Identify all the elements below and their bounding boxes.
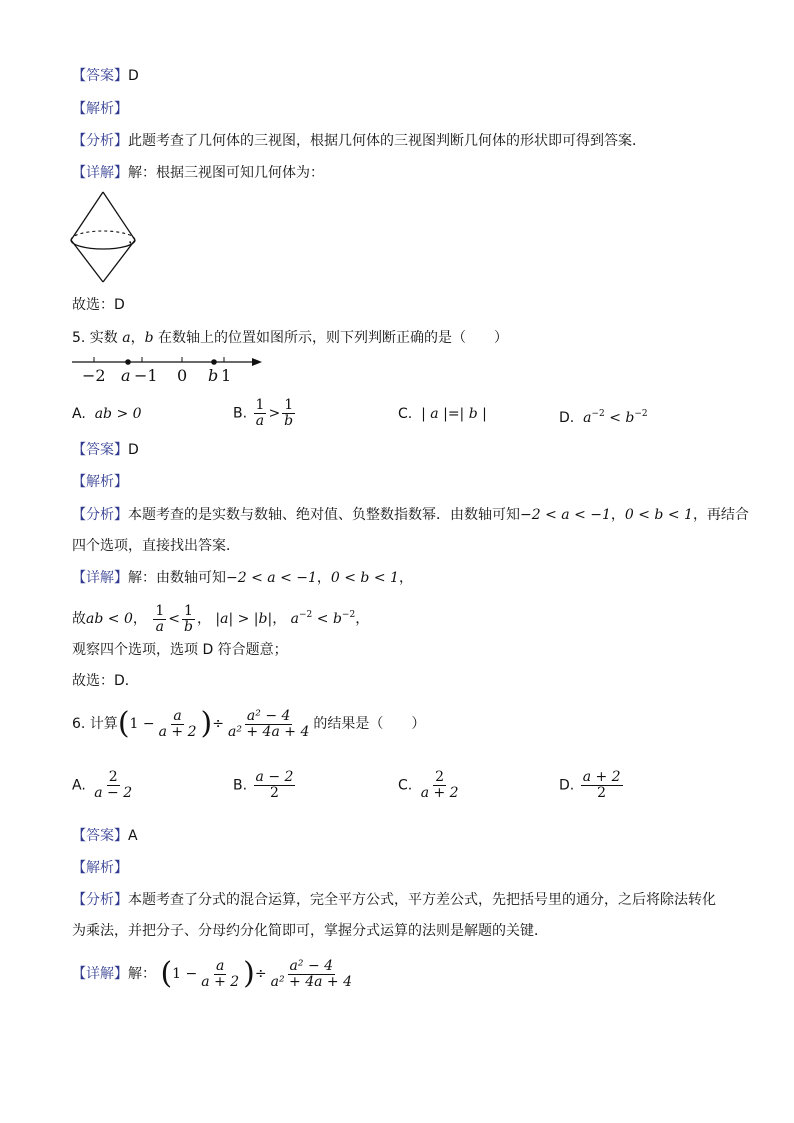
sep: ， — [130, 330, 145, 346]
frac-den: a — [255, 413, 265, 429]
point-a — [125, 359, 131, 365]
var-b: b — [144, 330, 154, 346]
detail-text: 解：根据三视图可知几何体为： — [128, 165, 324, 181]
inequality: 0 < b < 1 — [624, 507, 693, 523]
frac-num: a − 2 — [255, 769, 294, 785]
option-d — [559, 770, 625, 801]
pow-base: a — [583, 410, 592, 426]
option-label: B. — [233, 405, 248, 422]
pow-base: a — [290, 611, 300, 627]
analysis-tag: 【解析】 — [72, 474, 128, 490]
frac-num: 2 — [108, 769, 118, 785]
fenxi-text: 本题考查的是实数与数轴、绝对值、负整数指数幂．由数轴可知 — [128, 507, 520, 523]
stem-suffix: 在数轴上的位置如图所示，则下列判断正确的是（ ） — [158, 330, 509, 346]
option-label: D. — [559, 777, 575, 794]
figure-comma: ， — [128, 231, 142, 247]
pow-base: b — [625, 410, 635, 426]
div-sign: ÷ — [212, 716, 224, 732]
abs-compare: |a| > |b| — [215, 611, 273, 627]
fenxi-text: 本题考查了分式的混合运算，完全平方公式，平方差公式，先把括号里的通分，之后将除法转化 — [128, 892, 716, 908]
frac-den: a + 2 — [420, 785, 459, 801]
sep: ， — [196, 611, 211, 627]
inequality: ab < 0 — [86, 611, 133, 627]
pow-exp: −2 — [591, 409, 605, 419]
derivation-line — [72, 598, 369, 636]
frac-den: b — [183, 618, 193, 635]
option-label: B. — [233, 777, 248, 794]
text: 故 — [72, 611, 86, 627]
frac-den: a² + 4a + 4 — [270, 973, 352, 990]
frac-den: 2 — [270, 785, 279, 801]
option-d — [559, 404, 648, 428]
detail-line: 【详解】解： (1 − $\frac{a}{a + 2}$ )÷ $\frac{\text{a² − 4}}{\text{a² + 4a + 4}}$ — [72, 956, 352, 991]
fenxi-tag: 【分析】 — [72, 892, 128, 908]
option-expr: ab > 0 — [94, 406, 142, 422]
op: < — [168, 611, 180, 627]
analysis-tag: 【解析】 — [72, 860, 128, 876]
option-b — [233, 770, 297, 801]
inequality: −2 < a < −1 — [520, 507, 611, 523]
analysis-line — [72, 131, 646, 151]
option-a — [72, 770, 136, 801]
axis-label-neg2: −2 — [82, 366, 106, 385]
answer-tag: 【答案】 — [72, 68, 128, 84]
frac-num: 1 — [155, 602, 165, 619]
analysis-line — [72, 505, 749, 525]
choice-line — [72, 295, 125, 315]
answer-value: A — [128, 828, 138, 844]
detail-tag: 【详解】 — [72, 966, 128, 982]
stem-suffix: 的结果是（ ） — [313, 716, 426, 732]
question-6-stem: 6. 计算(1 − $\frac{a}{a + 2}$ )÷ $\frac{\text{a² − 4}}{\text{a² + 4a + 4}}$ 的结果是（ ） — [72, 706, 426, 741]
frac-den: b — [284, 413, 294, 429]
answer-value: D — [128, 442, 139, 458]
frac-num: 1 — [284, 397, 294, 413]
sep: ， — [398, 570, 413, 586]
fenxi-text: 四个选项，直接找出答案． — [72, 538, 240, 554]
observe-text: 观察四个选项，选项 D 符合题意； — [72, 642, 288, 658]
fenxi-tag: 【分析】 — [72, 507, 128, 523]
op: > — [268, 405, 281, 422]
axis-label-neg1: −1 — [134, 366, 158, 385]
option-label: C. — [398, 777, 413, 794]
frac-num: 1 — [183, 602, 193, 619]
detail-line — [72, 163, 324, 183]
frac-den: 2 — [597, 785, 607, 801]
answer-tag: 【答案】 — [72, 442, 128, 458]
choice-text: 故选：D． — [72, 673, 139, 689]
frac-num: a — [173, 707, 182, 724]
option-label: A. — [72, 777, 86, 794]
option-b — [233, 398, 297, 429]
fenxi-tag: 【分析】 — [72, 133, 128, 149]
option-label: A. — [72, 406, 86, 422]
detail-text: 解： — [128, 966, 156, 982]
option-c — [398, 770, 463, 801]
frac-den: a + 2 — [158, 723, 197, 740]
stem-prefix: 6. 计算 — [72, 716, 118, 732]
one-minus: 1 − — [129, 716, 155, 732]
answer-value: D — [128, 68, 139, 84]
frac-den: a − 2 — [94, 785, 133, 801]
fenxi-text: 为乘法，并把分子、分母约分化简即可，掌握分式运算的法则是解题的关键． — [72, 923, 548, 939]
choice-line — [72, 671, 139, 691]
sep: ， — [272, 611, 287, 627]
question-5-stem — [72, 328, 508, 348]
detail-line — [72, 568, 413, 588]
axis-label-b: b — [208, 366, 219, 385]
pow-exp: −2 — [634, 409, 648, 419]
pow-exp: −2 — [299, 610, 313, 620]
detail-tag: 【详解】 — [72, 165, 128, 181]
option-expr: | a |=| b | — [421, 406, 487, 422]
inequality: −2 < a < −1 — [226, 570, 317, 586]
analysis-tag: 【解析】 — [72, 101, 128, 117]
frac-den: a² + 4a + 4 — [227, 723, 310, 740]
div-sign: ÷ — [254, 966, 267, 982]
analysis-line-2 — [72, 536, 240, 556]
frac-num: 2 — [435, 769, 445, 785]
frac-num: a² − 4 — [246, 707, 291, 724]
sep: ， — [355, 611, 370, 627]
frac-num: a — [216, 957, 225, 974]
pow-exp: −2 — [341, 610, 356, 620]
sep: ， — [316, 570, 331, 586]
answer-line — [72, 826, 138, 846]
frac-den: a + 2 — [201, 973, 240, 990]
analysis-heading — [72, 472, 128, 492]
axis-label-0: 0 — [177, 366, 188, 385]
analysis-line-2 — [72, 921, 548, 941]
observe-line — [72, 640, 288, 660]
frac-num: a² − 4 — [289, 957, 334, 974]
inequality: 0 < b < 1 — [330, 570, 399, 586]
answer-line — [72, 66, 139, 86]
op: < — [312, 611, 333, 627]
pow-base: b — [332, 611, 342, 627]
answer-line — [72, 440, 139, 460]
axis-label-a: a — [121, 366, 131, 385]
fenxi-text: 此题考查了几何体的三视图，根据几何体的三视图判断几何体的形状即可得到答案． — [128, 133, 646, 149]
frac-den: a — [155, 618, 164, 635]
op: < — [604, 410, 626, 426]
analysis-heading — [72, 858, 128, 878]
frac-num: a + 2 — [582, 769, 621, 785]
analysis-heading — [72, 99, 128, 119]
option-label: D. — [559, 410, 575, 426]
detail-tag: 【详解】 — [72, 570, 128, 586]
answer-tag: 【答案】 — [72, 828, 128, 844]
detail-text: 解：由数轴可知 — [128, 570, 226, 586]
point-b — [211, 359, 217, 365]
stem-prefix: 5. 实数 — [72, 330, 118, 346]
choice-text: 故选：D — [72, 297, 125, 313]
option-a — [72, 404, 142, 424]
option-c — [398, 404, 487, 424]
option-label: C. — [398, 406, 413, 422]
one-minus: 1 − — [172, 966, 198, 982]
frac-num: 1 — [255, 397, 265, 413]
axis-label-1: 1 — [221, 366, 232, 385]
sep: ， — [132, 611, 147, 627]
sep: ， — [610, 507, 625, 523]
fenxi-text: ，再结合 — [692, 507, 749, 523]
var-a: a — [122, 330, 131, 346]
analysis-line — [72, 890, 716, 910]
